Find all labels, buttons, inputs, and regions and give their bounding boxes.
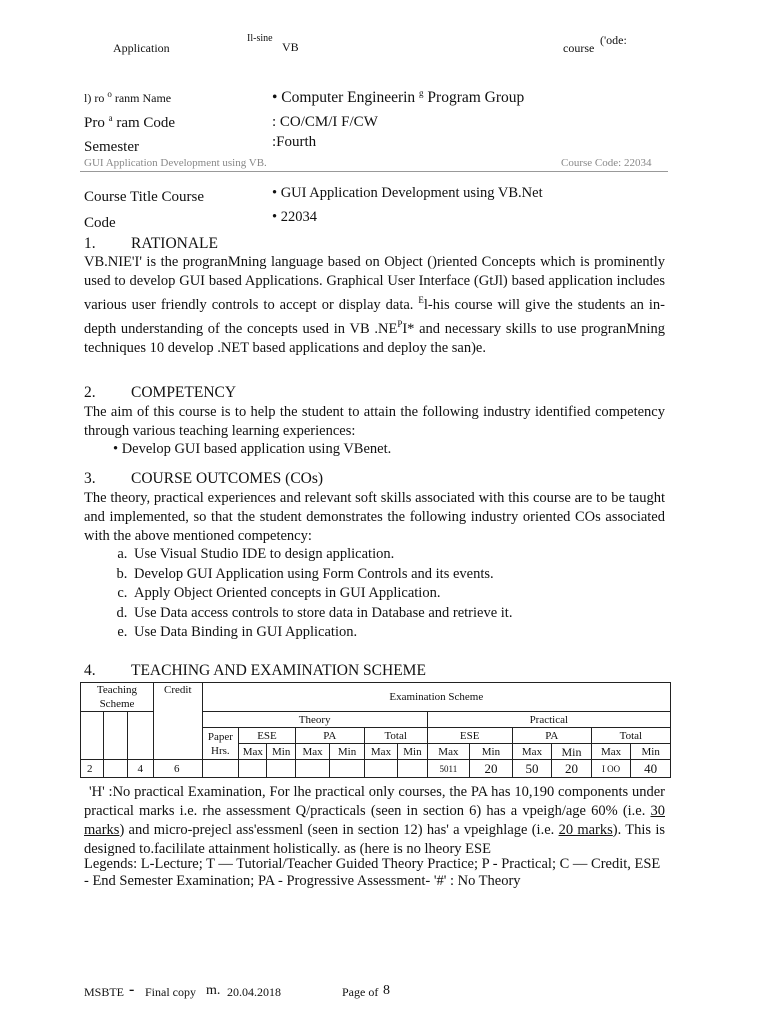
section-rationale-title: RATIONALE <box>131 235 218 252</box>
competency-paragraph: The aim of this course is to help the student to attain the following industry identified competency through various teaching learning experiences: <box>84 404 665 439</box>
max-header: Max <box>295 744 329 760</box>
note-paragraph <box>84 783 665 859</box>
rationale-sup-1: E <box>418 295 424 305</box>
program-code-label <box>84 113 175 132</box>
exam-scheme-header: Examination Scheme <box>202 683 670 712</box>
note-text-b: ) and micro-prejecl ass'essmenl (seen in section 12) has' a vpeighlage (i.e. <box>119 822 559 838</box>
max-header: Max <box>364 744 397 760</box>
section-outcomes-title: COURSE OUTCOMES (COs) <box>131 470 324 487</box>
header-application: Application <box>113 41 170 55</box>
running-header-rule <box>80 171 668 172</box>
row-practical: 4 <box>127 760 153 778</box>
rationale-sup-2: P <box>397 318 403 329</box>
semester-label: Semester <box>84 139 139 155</box>
outcomes-paragraph: The theory, practical experiences and relevant soft skills associated with this course are to be taught and implemented, so that the student demonstrates the following industry oriented COs associated with the above mentioned competency: <box>84 490 665 544</box>
practical-header: Practical <box>427 712 670 728</box>
competency-bullet: • Develop GUI based application using VBenet. <box>113 441 392 457</box>
practical-total-header: Total <box>591 728 670 744</box>
course-title-value: • GUI Application Development using VB.Net <box>272 185 543 201</box>
note-30-marks: 30 marks <box>84 803 665 838</box>
rationale-text-b: l-his course will give the students an in-depth understanding of the concepts used in VB .NE <box>84 296 666 337</box>
credit-header: Credit <box>153 683 202 760</box>
outcomes-list <box>84 545 512 643</box>
row-theory-ese-min <box>267 760 295 778</box>
program-code-value: : CO/CM/I F/CW <box>272 114 378 130</box>
teaching-t-cell <box>104 712 127 760</box>
program-code-sup: a <box>108 113 113 123</box>
outcome-item: c. Apply Object Oriented concepts in GUI Application. <box>131 584 512 604</box>
footer-dash: - <box>129 981 135 998</box>
header-vb: VB <box>282 40 299 54</box>
running-header-right: Course Code: 22034 <box>561 157 652 169</box>
program-name-sup: o <box>107 89 112 99</box>
min-header: Min <box>398 744 427 760</box>
semester-value: :Fourth <box>272 134 317 150</box>
section-competency-title: COMPETENCY <box>131 384 237 401</box>
outcome-item: b. Develop GUI Application using Form Controls and its events. <box>131 565 512 585</box>
section-outcomes-num: 3. <box>84 470 96 487</box>
row-theory-ese-max <box>239 760 267 778</box>
footer-date: 20.04.2018 <box>227 985 281 999</box>
row-credit: 6 <box>153 760 202 778</box>
row-theory-total-max <box>364 760 397 778</box>
teaching-l-cell <box>81 712 104 760</box>
row-theory-total-min <box>398 760 427 778</box>
legends-paragraph: Legends: L-Lecture; T — Tutorial/Teacher Guided Theory Practice; P - Practical; C — Credit, ESE - End Semester Examination; PA - Progressive Assessment- '#' : No Theory <box>84 856 661 889</box>
footer-page-label: Page of <box>342 985 379 999</box>
section-scheme-title: TEACHING AND EXAMINATION SCHEME <box>131 662 426 679</box>
row-theory-pa-max <box>295 760 329 778</box>
max-header: Max <box>512 744 552 760</box>
min-header: Min <box>470 744 513 760</box>
row-theory-pa-min <box>330 760 364 778</box>
row-tutorial <box>104 760 127 778</box>
note-text-a: 'H' :No practical Examination, For lhe practical only courses, the PA has 10,190 components under practical marks i.e. rhe assessment Q/practicals (seen in section 6) has a vpeigh/age 60% (i.e. <box>84 784 665 819</box>
program-name-value-a: • Computer Engineerin <box>272 89 416 107</box>
header-il-sine: Il-sine <box>247 33 273 44</box>
max-header: Max <box>427 744 470 760</box>
program-name-label <box>84 89 171 106</box>
program-code-label-a: Pro <box>84 115 105 131</box>
program-name-value-sup: g <box>419 88 424 98</box>
theory-pa-header: PA <box>295 728 364 744</box>
header-course: course <box>563 41 595 55</box>
header-code-fragment: ('ode: <box>600 33 627 47</box>
row-paper-hrs <box>202 760 238 778</box>
rationale-text-c: I* and necessary skills to use progranMning techniques 10 develop .NET based applications and deploy the san)e. <box>84 320 665 356</box>
program-name-value-b: Program Group <box>427 89 525 107</box>
course-title-label: Course Title Course <box>84 189 205 205</box>
course-code-value: • 22034 <box>272 209 317 225</box>
course-code-label: Code <box>84 215 116 231</box>
outcome-item: a. Use Visual Studio IDE to design application. <box>131 545 512 565</box>
practical-ese-header: ESE <box>427 728 512 744</box>
program-code-label-b: ram Code <box>116 115 176 131</box>
program-name-label-a: l) ro <box>84 91 105 105</box>
outcome-item: d. Use Data access controls to store data in Database and retrieve it. <box>131 604 512 624</box>
note-text-c: ). This is designed to.facililate attainment holistically. as (here is no lheory ESE <box>84 822 666 857</box>
program-name-value <box>272 88 524 107</box>
row-practical-ese-max: 5011 <box>427 760 470 778</box>
program-name-label-b: ranm Name <box>114 91 172 105</box>
teaching-p-cell <box>127 712 153 760</box>
outcome-item: e. Use Data Binding in GUI Application. <box>131 623 512 643</box>
footer-msbte: MSBTE <box>84 985 125 999</box>
max-header: Max <box>591 744 631 760</box>
footer-m: m. <box>206 983 221 998</box>
teaching-scheme-header: Teaching Scheme <box>81 683 154 712</box>
min-header: Min <box>631 744 671 760</box>
row-practical-pa-max: 50 <box>512 760 552 778</box>
row-practical-total-min: 40 <box>631 760 671 778</box>
row-practical-pa-min: 20 <box>552 760 592 778</box>
section-scheme-num: 4. <box>84 662 96 679</box>
section-rationale-num: 1. <box>84 235 96 252</box>
theory-total-header: Total <box>364 728 427 744</box>
running-header-left: GUI Application Development using VB. <box>84 157 267 169</box>
rationale-paragraph <box>84 253 665 358</box>
row-practical-total-max: I OO <box>591 760 631 778</box>
footer-page-number: 8 <box>383 983 390 998</box>
note-20-marks: 20 marks <box>558 822 613 838</box>
scheme-table <box>80 682 671 778</box>
section-competency-num: 2. <box>84 384 96 401</box>
paper-hrs-header: Paper Hrs. <box>202 728 238 760</box>
row-practical-ese-min: 20 <box>470 760 513 778</box>
rationale-text-a: VB.NIE'I' is the progranMning language based on Object ()riented Concepts which is prominently used to develop GUI based Applications. Graphical User Interface (GtJl) based application includes various user friendly controls to accept or display data. <box>84 254 665 313</box>
row-lecture: 2 <box>81 760 104 778</box>
min-header: Min <box>330 744 364 760</box>
practical-pa-header: PA <box>512 728 591 744</box>
min-header: Min <box>552 744 592 760</box>
footer-final-copy: Final copy <box>145 985 196 999</box>
max-header: Max <box>239 744 267 760</box>
theory-ese-header: ESE <box>239 728 296 744</box>
theory-header: Theory <box>202 712 427 728</box>
min-header: Min <box>267 744 295 760</box>
